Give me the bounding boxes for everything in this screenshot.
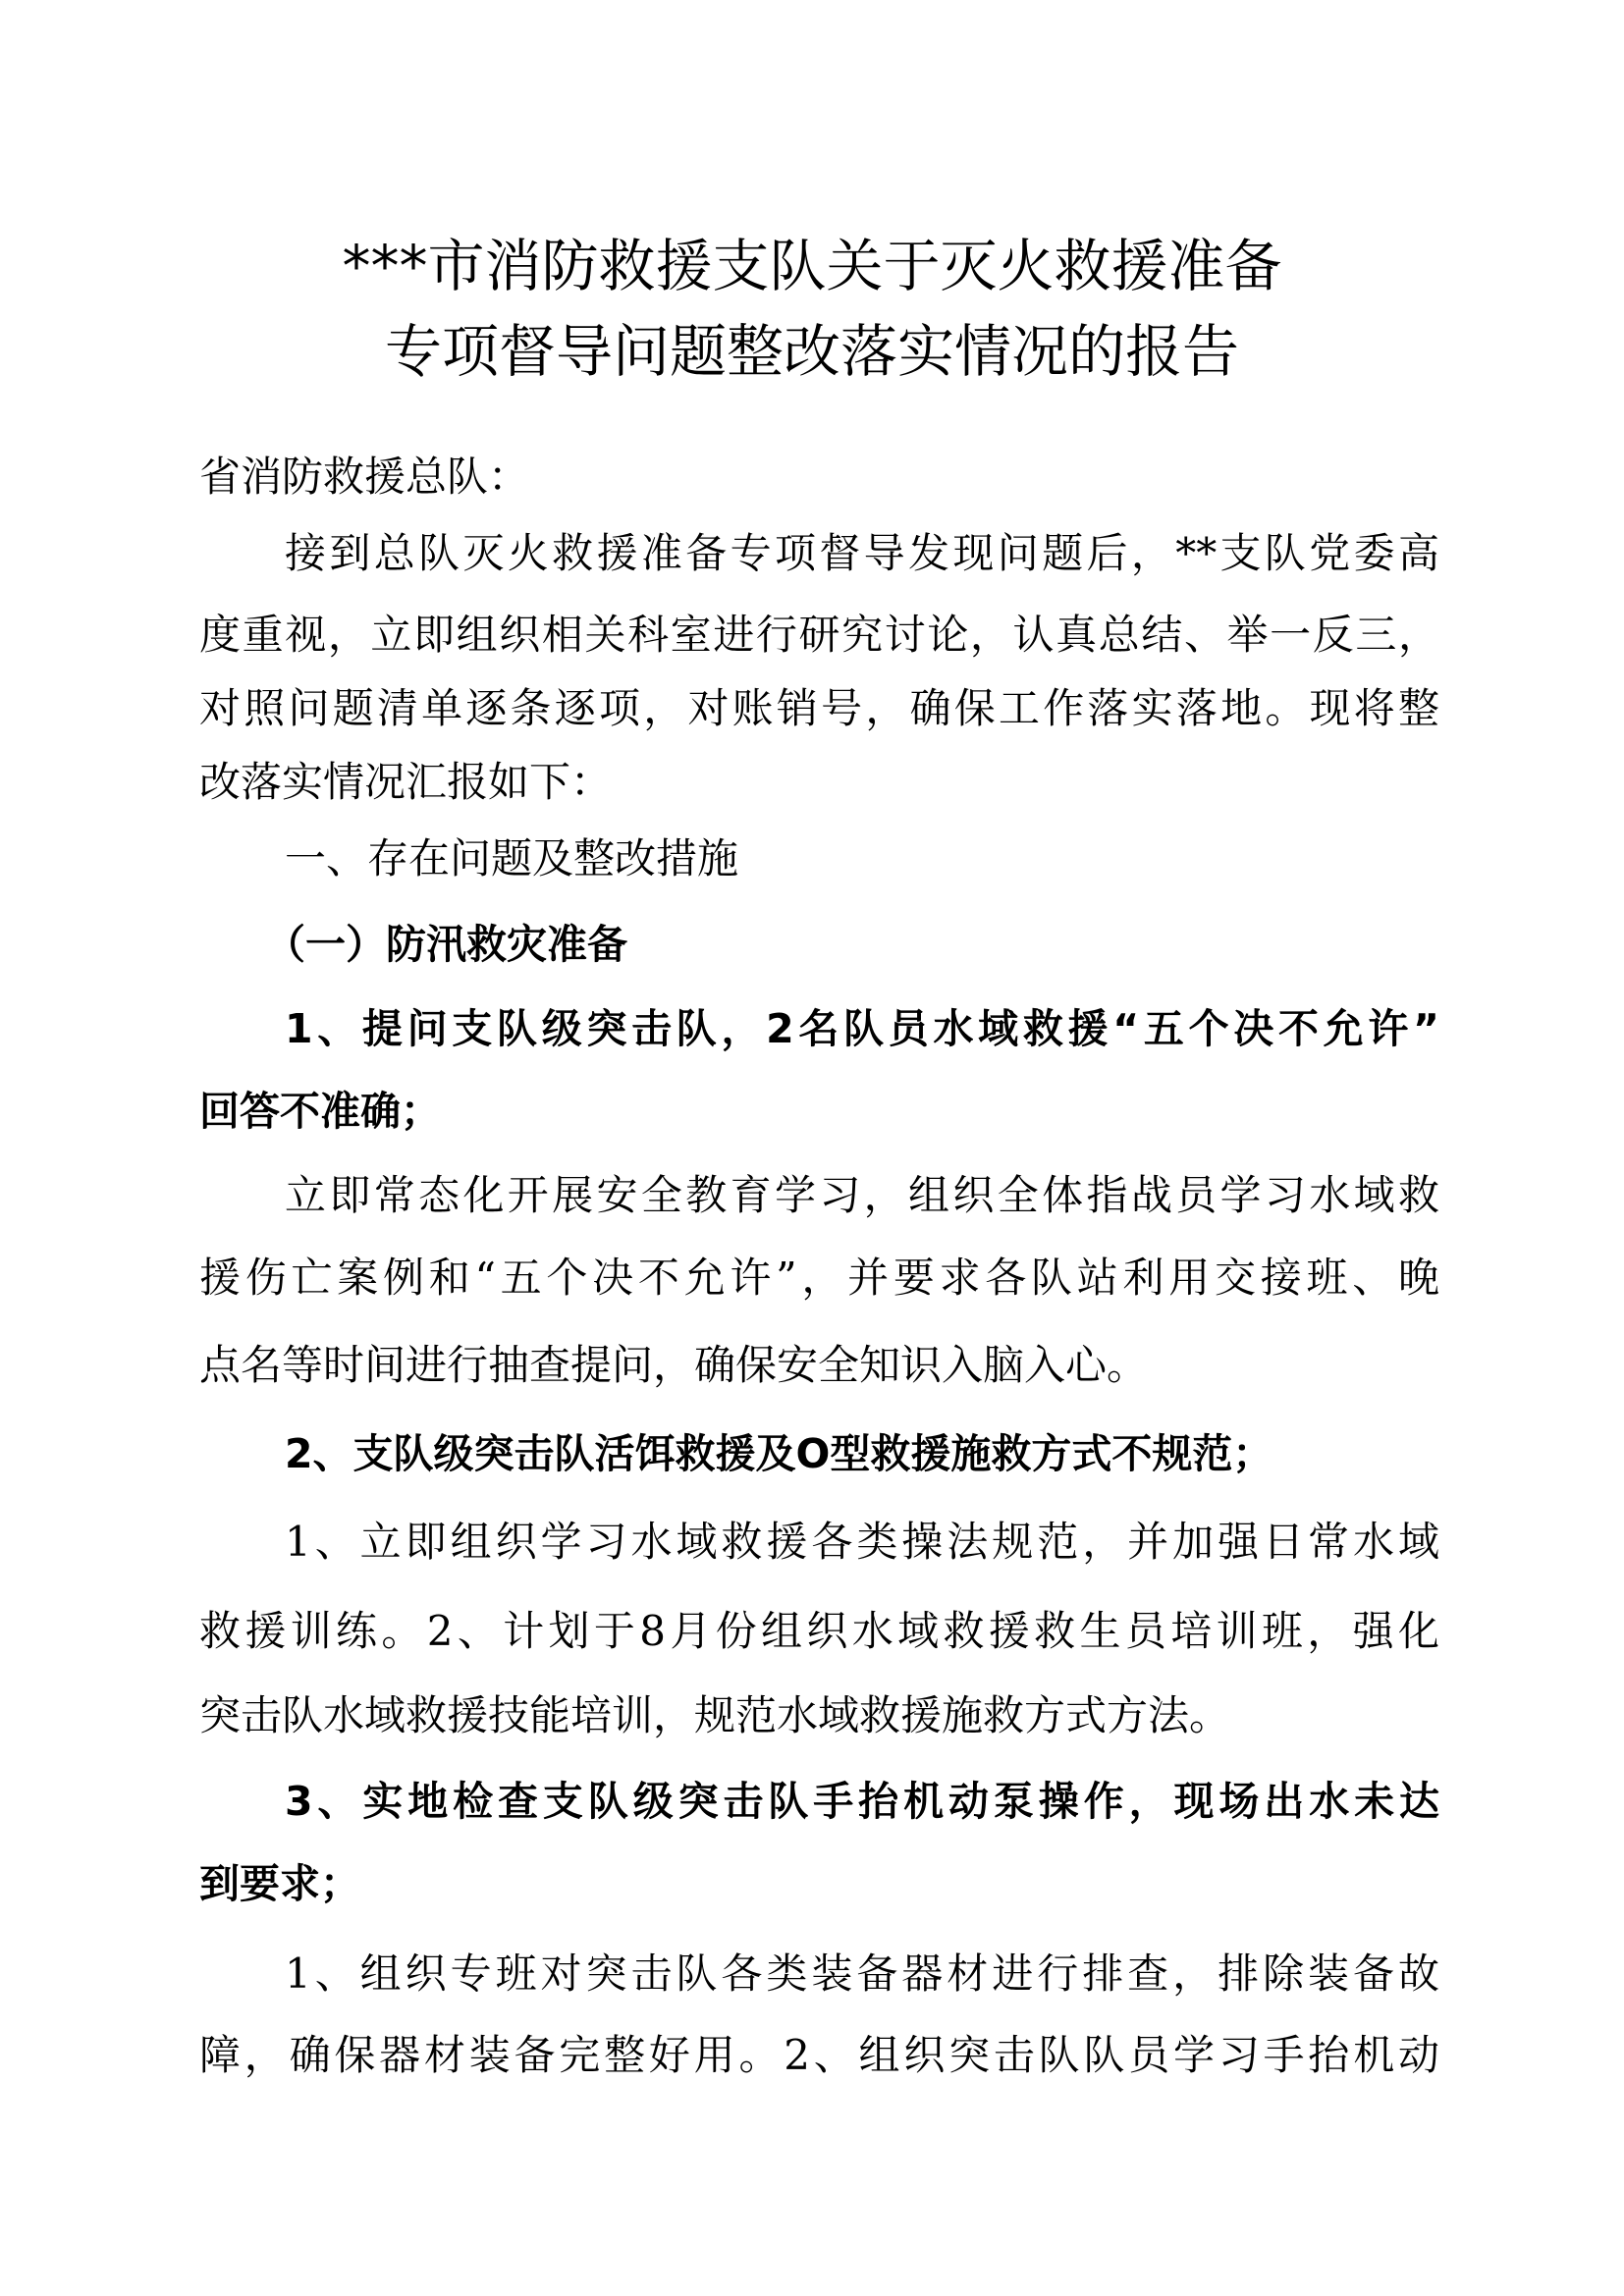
issue-problem: 回答不准确； bbox=[199, 1088, 441, 1135]
title-line-1: ***市消防救援支队关于灭火救援准备 bbox=[342, 233, 1282, 299]
intro-line: 对照问题清单逐条逐项，对账销号，确保工作落实落地。现将整 bbox=[199, 684, 1439, 732]
issue-measure: 援伤亡案例和“五个决不允许”，并要求各队站利用交接班、晚 bbox=[199, 1254, 1439, 1302]
intro-line: 接到总队灭火救援准备专项督导发现问题后，**支队党委高 bbox=[285, 529, 1439, 577]
subsection-heading: （一）防汛救灾准备 bbox=[265, 921, 627, 968]
issue-measure: 突击队水域救援技能培训，规范水域救援施救方式方法。 bbox=[199, 1691, 1231, 1739]
issue-measure: 立即常态化开展安全教育学习，组织全体指战员学习水域救 bbox=[285, 1171, 1439, 1219]
issue-problem: 2、支队级突击队活饵救援及O型救援施救方式不规范； bbox=[285, 1430, 1273, 1477]
intro-line: 度重视，立即组织相关科室进行研究讨论，认真总结、举一反三， bbox=[199, 611, 1439, 659]
issue-problem: 3、实地检查支队级突击队手抬机动泵操作，现场出水未达 bbox=[285, 1778, 1439, 1825]
issue-measure: 救援训练。2、计划于8月份组织水域救援救生员培训班，强化 bbox=[199, 1607, 1439, 1655]
issue-measure: 1、组织专班对突击队各类装备器材进行排查，排除装备故 bbox=[285, 1949, 1439, 1998]
salutation: 省消防救援总队： bbox=[199, 453, 530, 501]
title-line-2: 专项督导问题整改落实情况的报告 bbox=[384, 318, 1239, 385]
issue-measure: 1、立即组织学习水域救援各类操法规范，并加强日常水域 bbox=[285, 1518, 1439, 1566]
issue-measure: 点名等时间进行抽查提问，确保安全知识入脑入心。 bbox=[199, 1341, 1149, 1389]
issue-problem: 1、提问支队级突击队，2名队员水域救援“五个决不允许” bbox=[285, 1005, 1439, 1052]
issue-problem: 到要求； bbox=[199, 1860, 360, 1907]
issue-measure: 障，确保器材装备完整好用。2、组织突击队队员学习手抬机动 bbox=[199, 2031, 1439, 2079]
section-heading: 一、存在问题及整改措施 bbox=[285, 834, 739, 882]
intro-line: 改落实情况汇报如下： bbox=[199, 758, 613, 806]
